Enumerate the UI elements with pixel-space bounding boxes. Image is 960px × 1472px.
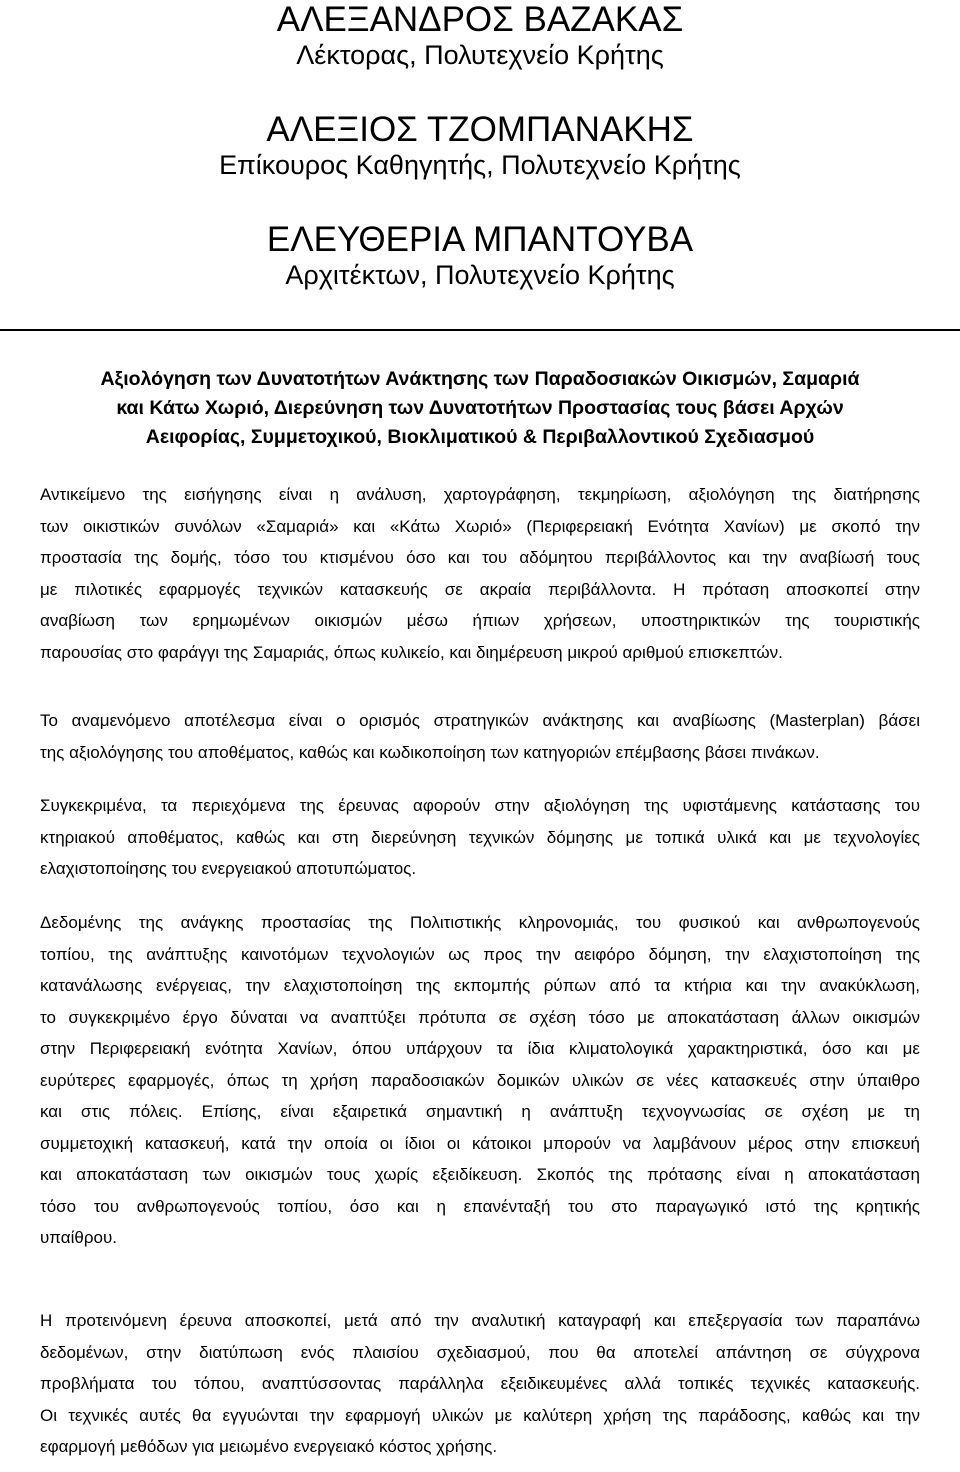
title-line: και Κάτω Χωριό, Διερεύνηση των Δυνατοτήτων Προστασίας τους βάσει Αρχών (116, 397, 844, 419)
title-line: Αειφορίας, Συμμετοχικού, Βιοκλιματικού & Περιβαλλοντικού Σχεδιασμού (145, 426, 815, 448)
text-line: υπαίθρου. (40, 1228, 117, 1247)
paragraph-proposed-research (40, 1305, 920, 1463)
text-line: συμμετοχική κατασκευή, κατά την οποία οι ίδιοι οι κάτοικοι μπορούν να λαμβάνουν μέρος στην επισκευή (40, 1133, 920, 1153)
text-line: Δεδομένης της ανάγκης προστασίας της Πολιτιστικής κληρονομιάς, του φυσικού και ανθρωπογενούς (40, 913, 920, 932)
paragraph-expected-result (40, 705, 920, 768)
text-line: τοπίου, της ανάπτυξης καινοτόμων τεχνολογιών ως προς την αειφόρο δόμηση, την ελαχιστοποίηση της (40, 944, 920, 964)
title-line: Αξιολόγηση των Δυνατοτήτων Ανάκτησης των Παραδοσιακών Οικισμών, Σαμαριά (100, 368, 860, 390)
text-line: Οι τεχνικές αυτές θα εγγυώνται την εφαρμογή υλικών με καλύτερη χρήση της παράδοσης, καθώς και την (40, 1405, 920, 1425)
text-line: Αντικείμενο της εισήγησης είναι η ανάλυση, χαρτογράφηση, τεκμηρίωση, αξιολόγηση της διατήρησης (40, 485, 920, 504)
text-line: προστασία της δομής, τόσο του κτισμένου όσο και του αδόμητου περιβάλλοντος και την αναβίωσή τους (40, 548, 920, 567)
text-line: αναβίωση των ερημωμένων οικισμών μέσω ήπιων χρήσεων, υποστηρικτικών της τουριστικής (40, 611, 920, 630)
author-entry (0, 110, 960, 180)
text-line: προβλήματα του τόπου, αναπτύσσοντας παράλληλα εξειδικευμένες αλλά τοπικές τεχνικές κατασκευής. (40, 1374, 920, 1393)
text-line: της αξιολόγησης του αποθέματος, καθώς και κωδικοποίηση των κατηγοριών επέμβασης βάσει πινάκων. (40, 742, 820, 762)
author-name: ΑΛΕΞΑΝΔΡΟΣ ΒΑΖΑΚΑΣ (276, 0, 684, 39)
author-entry (0, 220, 960, 290)
text-line: Συγκεκριμένα, τα περιεχόμενα της έρευνας αφορούν στην αξιολόγηση της υφιστάμενης κατάστασης του (40, 796, 920, 815)
horizontal-divider (0, 329, 960, 331)
paragraph-research-content (40, 790, 920, 885)
author-affiliation: Λέκτορας, Πολυτεχνείο Κρήτης (296, 40, 664, 70)
text-line: με πιλοτικές εφαρμογές τεχνικών κατασκευής σε ακραία περιβάλλοντα. Η πρόταση αποσκοπεί στην (40, 579, 920, 599)
author-name: ΕΛΕΥΘΕΡΙΑ ΜΠΑΝΤΟΥΒΑ (266, 220, 694, 259)
text-line: το συγκεκριμένο έργο δύναται να αναπτύξει πρότυπα σε σχέση τόσο με αποκατάσταση άλλων οικισμών (40, 1007, 920, 1027)
author-affiliation: Αρχιτέκτων, Πολυτεχνείο Κρήτης (285, 260, 675, 290)
text-line: και αποκατάσταση των οικισμών τους χωρίς εξειδίκευση. Σκοπός της πρότασης είναι η αποκατάσταση (40, 1165, 920, 1184)
text-line: κτηριακού αποθέματος, καθώς και στη διερεύνηση τεχνικών δόμησης με τοπικά υλικά και με τεχνολογίες (40, 827, 920, 847)
author-entry (0, 0, 960, 70)
text-line: στην Περιφερειακή ενότητα Χανίων, όπου υπάρχουν τα ίδια κλιματολογικά χαρακτηριστικά, όσο και με (40, 1039, 920, 1058)
paragraph-objective (40, 479, 920, 668)
paragraph-significance (40, 907, 920, 1254)
text-line: δεδομένων, στην διατύπωση ενός πλαισίου σχεδιασμού, που θα αποτελεί απάντηση σε σύγχρονα (40, 1342, 920, 1362)
text-line: παρουσίας στο φαράγγι της Σαμαριάς, όπως κυλικείο, και διημέρευση μικρού αριθμού επισκεπτών. (40, 642, 783, 662)
paper-title (20, 365, 940, 452)
author-affiliation: Επίκουρος Καθηγητής, Πολυτεχνείο Κρήτης (219, 150, 741, 180)
text-line: εφαρμογή μεθόδων για μειωμένο ενεργειακό κόστος χρήσης. (40, 1437, 498, 1456)
text-line: Το αναμενόμενο αποτέλεσμα είναι ο ορισμός στρατηγικών ανάκτησης και αναβίωσης (Masterplan) βάσει (40, 711, 920, 730)
author-name: ΑΛΕΞΙΟΣ ΤΖΟΜΠΑΝΑΚΗΣ (266, 110, 694, 149)
text-line: ελαχιστοποίησης του ενεργειακού αποτυπώματος. (40, 859, 417, 878)
text-line: ευρύτερες εφαρμογές, όπως τη χρήση παραδοσιακών δομικών υλικών σε νέες κατασκευές στην ύπαιθρο (40, 1070, 920, 1090)
text-line: και στις πόλεις. Επίσης, είναι εξαιρετικά σημαντική η ανάπτυξη τεχνογνωσίας σε σχέση με τη (40, 1102, 920, 1121)
text-line: κατανάλωσης ενέργειας, την ελαχιστοποίηση της εκπομπής ρύπων από τα κτήρια και την ανακύκλωση, (40, 976, 920, 995)
text-line: των οικιστικών συνόλων «Σαμαριά» και «Κάτω Χωριό» (Περιφερειακή Ενότητα Χανίων) με σκοπό την (40, 516, 920, 536)
text-line: τόσο του ανθρωπογενούς τοπίου, όσο και η επανένταξή του στο παραγωγικό ιστό της κρητικής (40, 1196, 920, 1216)
text-line: Η προτεινόμενη έρευνα αποσκοπεί, μετά από την αναλυτική καταγραφή και επεξεργασία των παραπάνω (40, 1311, 920, 1330)
